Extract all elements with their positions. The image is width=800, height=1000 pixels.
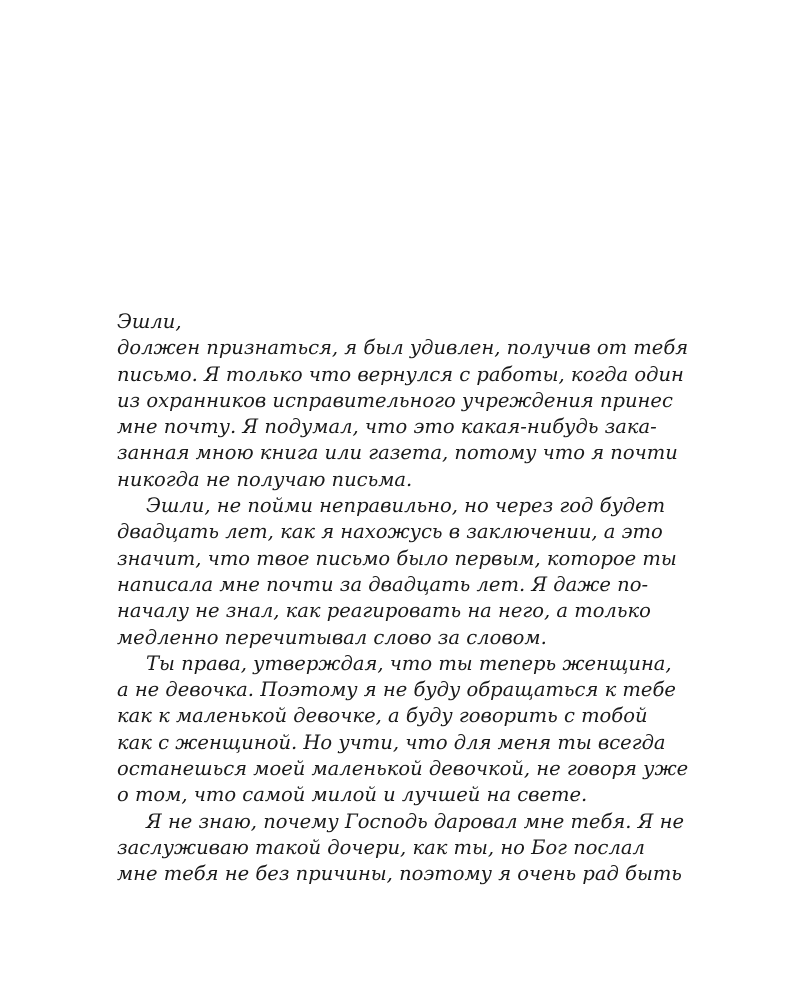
paragraph-1-line-4: мне почту. Я подумал, что это какая-нибудь зака- — [117, 415, 657, 439]
paragraph-3-line-1: Ты права, утверждая, что ты теперь женщина, — [146, 651, 672, 675]
paragraph-4-line-3: мне тебя не без причины, поэтому я очень рад быть — [117, 862, 682, 886]
paragraph-4-line-1: Я не знаю, почему Господь даровал мне тебя. Я не — [146, 809, 685, 833]
paragraph-2-line-4: написала мне почти за двадцать лет. Я даже по- — [117, 572, 649, 596]
paragraph-1-line-1: должен признаться, я был удивлен, получив от тебя — [117, 336, 689, 360]
paragraph-2-line-2: двадцать лет, как я нахожусь в заключении, а это — [117, 520, 663, 544]
paragraph-3-line-6: о том, что самой милой и лучшей на свете. — [117, 783, 588, 807]
paragraph-2-line-1: Эшли, не пойми неправильно, но через год будет — [146, 494, 666, 518]
paragraph-1-line-5: занная мною книга или газета, потому что я почти — [117, 441, 678, 465]
paragraph-3-line-2: а не девочка. Поэтому я не буду обращаться к тебе — [117, 678, 676, 702]
paragraph-4-line-2: заслуживаю такой дочери, как ты, но Бог послал — [117, 835, 645, 859]
letter-body — [117, 309, 689, 888]
paragraph-1-line-6: никогда не получаю письма. — [117, 467, 413, 491]
paragraph-1-line-3: из охранников исправительного учреждения принес — [117, 388, 673, 412]
paragraph-3-line-5: останешься моей маленькой девочкой, не говоря уже — [117, 757, 689, 781]
paragraph-2-line-6: медленно перечитывал слово за словом. — [117, 625, 547, 649]
paragraph-2-line-3: значит, что твое письмо было первым, которое ты — [117, 546, 677, 570]
paragraph-3-line-3: как к маленькой девочке, а буду говорить с тобой — [117, 704, 648, 728]
paragraph-2-line-5: началу не знал, как реагировать на него, а только — [117, 599, 651, 623]
paragraph-3-line-4: как с женщиной. Но учти, что для меня ты всегда — [117, 730, 666, 754]
letter-salutation: Эшли, — [117, 310, 182, 333]
paragraph-1-line-2: письмо. Я только что вернулся с работы, когда один — [117, 362, 684, 386]
